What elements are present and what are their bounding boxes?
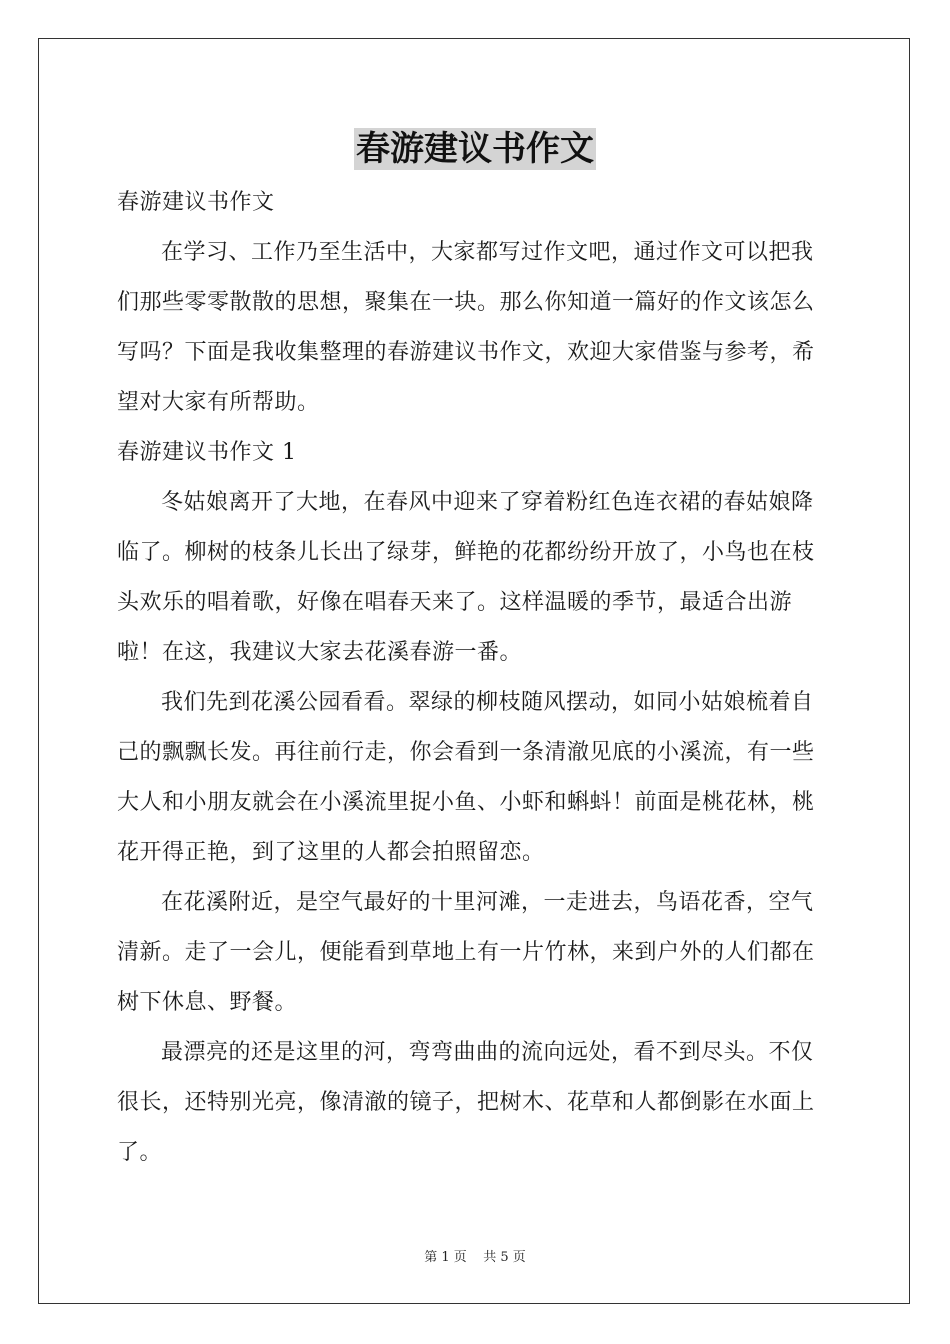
paragraph-body-2: 我们先到花溪公园看看。翠绿的柳枝随风摆动，如同小姑娘梳着自己的飘飘长发。再往前行走，你会看到一条清澈见底的小溪流，有一些大人和小朋友就会在小溪流里捉小鱼、小虾和蝌蚪！前面是桃花林，桃花开得正艳，到了这里的人都会拍照留恋。 [117,690,815,865]
document-body [117,178,833,1178]
paragraph-intro: 在学习、工作乃至生活中，大家都写过作文吧，通过作文可以把我们那些零零散散的思想，聚集在一块。那么你知道一篇好的作文该怎么写吗？下面是我收集整理的春游建议书作文，欢迎大家借鉴与参考，希望对大家有所帮助。 [117,240,815,415]
document-title: 春游建议书作文 [356,129,594,169]
title-container [0,128,950,170]
paragraph-body-3: 在花溪附近，是空气最好的十里河滩，一走进去，鸟语花香，空气清新。走了一会儿，便能看到草地上有一片竹林，来到户外的人们都在树下休息、野餐。 [117,890,815,1015]
page-footer: 第 1 页 共 5 页 [424,1250,526,1265]
paragraph-body-4: 最漂亮的还是这里的河，弯弯曲曲的流向远处，看不到尽头。不仅很长，还特别光亮，像清澈的镜子，把树木、花草和人都倒影在水面上了。 [117,1040,815,1165]
paragraph-body-1: 冬姑娘离开了大地，在春风中迎来了穿着粉红色连衣裙的春姑娘降临了。柳树的枝条儿长出了绿芽，鲜艳的花都纷纷开放了，小鸟也在枝头欢乐的唱着歌，好像在唱春天来了。这样温暖的季节，最适合出游啦！在这，我建议大家去花溪春游一番。 [117,490,815,665]
paragraph-subtitle: 春游建议书作文 [117,190,275,215]
paragraph-section-heading: 春游建议书作文 1 [117,440,297,465]
